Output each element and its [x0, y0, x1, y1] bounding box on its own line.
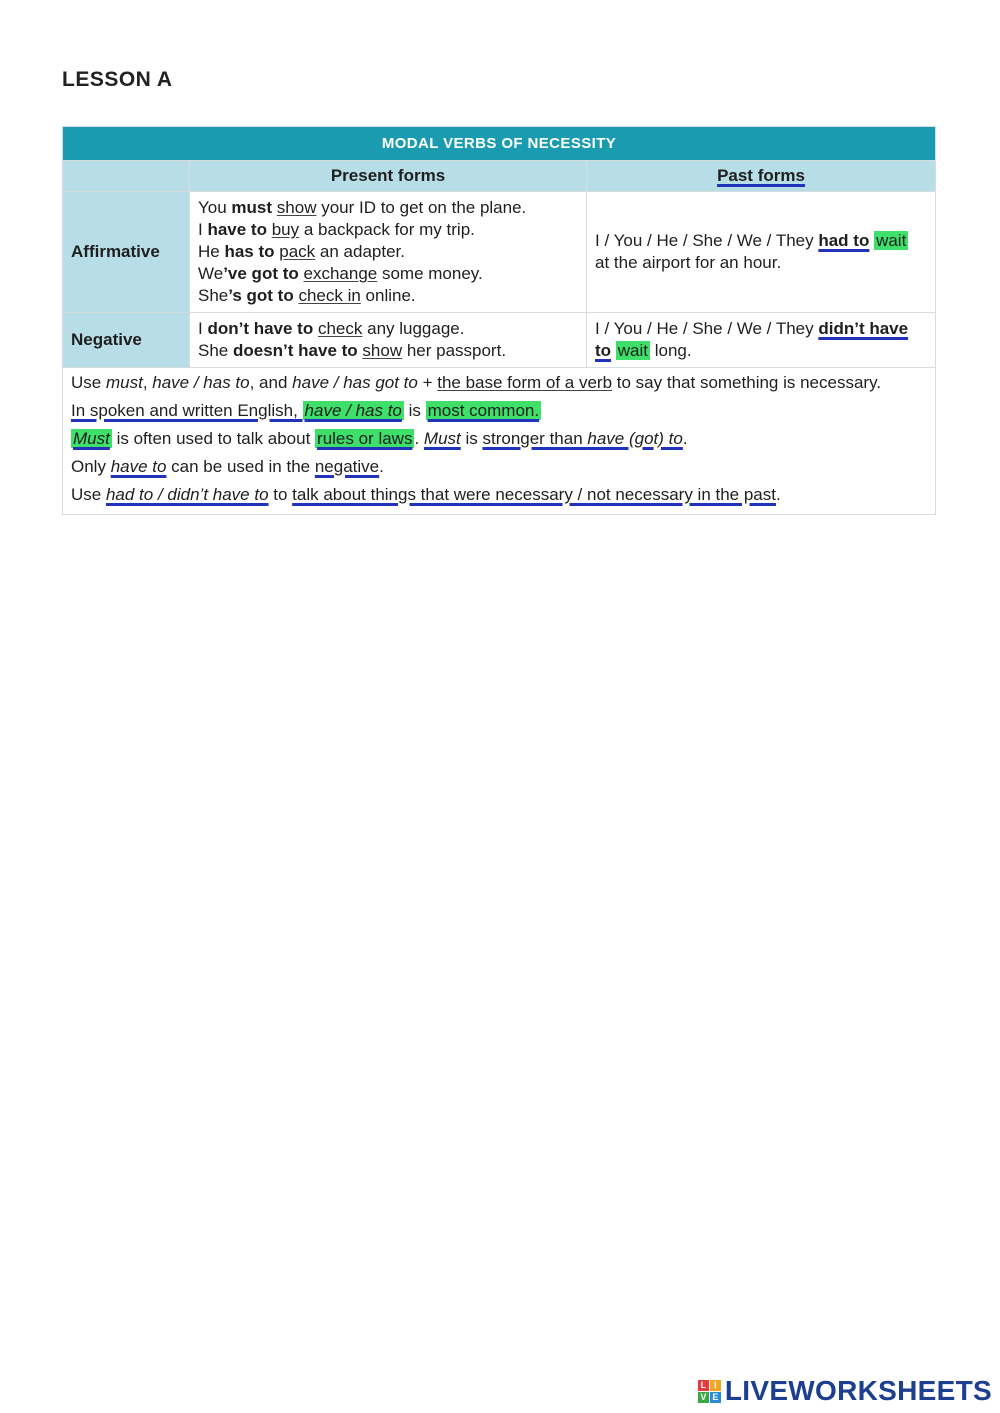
negative-row — [63, 313, 936, 368]
past-forms-label: Past forms — [717, 166, 805, 185]
example-line: We’ve got to exchange some money. — [198, 264, 483, 283]
example-line: You must show your ID to get on the plane. — [198, 198, 527, 217]
note-3: Must is often used to talk about rules or laws . Must is stronger than have (got) to. — [73, 429, 688, 448]
negative-present-examples — [190, 313, 587, 368]
affirmative-row — [63, 192, 936, 313]
lesson-title: LESSON A — [62, 68, 173, 91]
present-forms-header: Present forms — [190, 161, 587, 192]
logo-text: LIVEWORKSHEETS — [724, 1375, 992, 1406]
table-title: MODAL VERBS OF NECESSITY — [63, 127, 936, 161]
negative-label: Negative — [63, 313, 190, 368]
highlighted-word: wait — [617, 341, 649, 360]
note-2: In spoken and written English, have / has to is most common. — [71, 401, 540, 420]
example-line: I have to buy a backpack for my trip. — [198, 220, 475, 239]
past-forms-header — [587, 161, 936, 192]
note-5: Use had to / didn’t have to to talk about things that were necessary / not necessary in the past. — [71, 485, 781, 504]
example-line: She doesn’t have to show her passport. — [198, 341, 507, 360]
highlighted-word: wait — [876, 231, 907, 250]
modal-verbs-table — [62, 126, 936, 515]
liveworksheets-logo — [698, 1375, 992, 1407]
affirmative-past-example: I / You / He / She / We / They had to wait at the airport for an hour. — [587, 192, 936, 313]
logo-mark-icon: L I V E — [698, 1380, 721, 1403]
note-4: Only have to can be used in the negative. — [71, 457, 384, 476]
affirmative-label: Affirmative — [63, 192, 190, 313]
affirmative-present-examples — [190, 192, 587, 313]
example-line: I don’t have to check any luggage. — [198, 319, 465, 338]
note-1: Use must, have / has to, and have / has got to + the base form of a verb to say that something is necessary. — [71, 373, 882, 392]
negative-past-example: I / You / He / She / We / They didn’t have to wait long. — [587, 313, 936, 368]
example-line: He has to pack an adapter. — [198, 242, 405, 261]
usage-notes — [63, 368, 936, 515]
example-line: She’s got to check in online. — [198, 286, 416, 305]
empty-header-cell — [63, 161, 190, 192]
